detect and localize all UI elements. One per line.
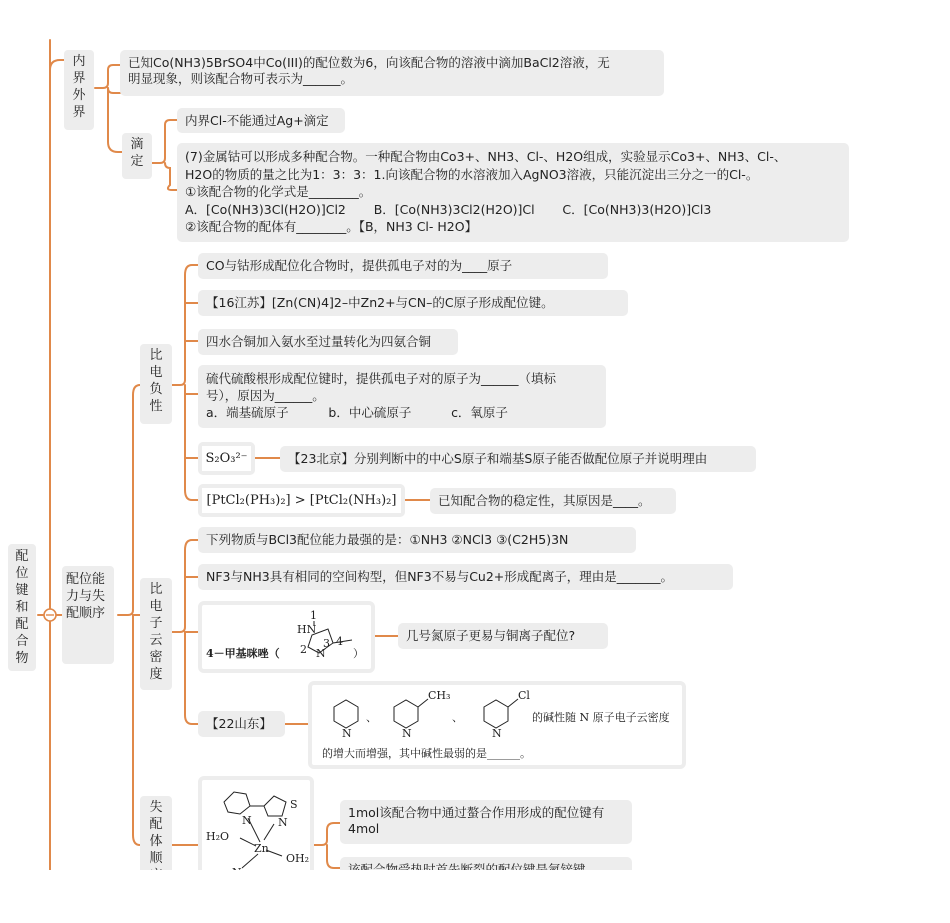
node-en-5[interactable]: 【23北京】分别判断中的中心S原子和端基S原子能否做配位原子并说明理由 [280, 446, 756, 472]
node-en-3[interactable]: 四水合铜加入氨水至过量转化为四氨合铜 [198, 329, 458, 355]
svg-text:、: 、 [366, 711, 377, 724]
topic-titration[interactable]: 滴定 [122, 133, 152, 179]
svg-text:N: N [402, 727, 412, 740]
svg-text:OH₂: OH₂ [286, 852, 310, 865]
svg-text:的增大而增强，其中碱性最弱的是______。: 的增大而增强，其中碱性最弱的是______。 [322, 747, 531, 760]
svg-text:N: N [342, 727, 352, 740]
svg-text:H₂O: H₂O [206, 830, 230, 843]
topic-ability-order[interactable]: 配位能力与失配顺序 [62, 566, 114, 664]
node-ed-4[interactable]: 【22山东】 [198, 711, 285, 737]
svg-text:Cl: Cl [518, 689, 530, 702]
node-en-4[interactable]: 硫代硫酸根形成配位键时，提供孤电子对的原子为______（填标 号），原因为______。 a．端基硫原子 b．中心硫原子 c．氧原子 [198, 365, 606, 428]
svg-text:N: N [316, 647, 326, 660]
node-ed-3[interactable]: 几号氮原子更易与铜离子配位? [398, 623, 608, 649]
node-en-pt-image[interactable] [198, 484, 405, 517]
topic-electron-density[interactable]: 比电子云密度 [140, 578, 172, 690]
node-ed-1[interactable]: 下列物质与BCl3配位能力最强的是：①NH3 ②NCl3 ③(C2H5)3N [198, 527, 636, 553]
pt-formula: [PtCl₂(PH₃)₂] > [PtCl₂(NH₃)₂] [202, 488, 401, 513]
svg-text:3: 3 [323, 637, 330, 650]
svg-text:CH₃: CH₃ [428, 689, 451, 702]
node-en-6[interactable]: 已知配合物的稳定性，其原因是____。 [430, 488, 676, 514]
methylimidazole-structure [202, 605, 371, 669]
topic-ligand-order[interactable]: 失配体顺 [140, 796, 172, 886]
topic-electronegativity[interactable]: 比电负性 [140, 344, 172, 424]
node-titration-1[interactable]: 内界Cl-不能通过Ag+滴定 [177, 108, 345, 133]
node-ed-imidazole-image[interactable] [198, 601, 375, 673]
svg-text:HN: HN [297, 623, 317, 636]
node-inner-outer-question[interactable]: 已知Co(NH3)5BrSO4中Co(III)的配位数为6，向该配合物的溶液中滴加BaCl2溶液，无 明显现象，则该配合物可表示为______。 [120, 50, 664, 96]
svg-text:N: N [242, 814, 252, 827]
node-ed-pyridines-image[interactable] [308, 681, 686, 769]
s2o3-formula: S₂O₃²⁻ [202, 446, 251, 471]
svg-text:Zn: Zn [254, 842, 269, 855]
svg-text:N: N [492, 727, 502, 740]
node-en-2[interactable]: 【16江苏】[Zn(CN)4]2–中Zn2+与CN–的C原子形成配位键。 [198, 290, 628, 316]
svg-text:N: N [278, 816, 288, 829]
canvas-bottom-mask [0, 870, 950, 923]
svg-text:）: ） [353, 647, 364, 660]
svg-text:4: 4 [336, 635, 343, 648]
svg-text:的碱性随 N 原子电子云密度: 的碱性随 N 原子电子云密度 [532, 711, 670, 724]
svg-text:1: 1 [310, 609, 317, 622]
node-lo-1[interactable]: 1mol该配合物中通过螯合作用形成的配位键有 4mol [340, 800, 632, 844]
svg-text:S: S [290, 798, 298, 811]
zinc-complex-structure [202, 780, 310, 882]
node-ed-2[interactable]: NF3与NH3具有相同的空间构型，但NF3不易与Cu2+形成配离子，理由是_______。 [198, 564, 733, 590]
node-en-1[interactable]: CO与钴形成配位化合物时，提供孤电子对的为____原子 [198, 253, 608, 279]
node-en-s2o3-image[interactable] [198, 442, 255, 475]
topic-inner-outer[interactable]: 内界外界 [64, 50, 94, 130]
svg-text:4－甲基咪唑（: 4－甲基咪唑（ [206, 647, 280, 660]
pyridines-structure [312, 685, 682, 765]
svg-text:2: 2 [300, 643, 307, 656]
svg-text:、: 、 [452, 711, 463, 724]
root-topic[interactable]: 配位键和配合物 [8, 544, 36, 671]
node-titration-2[interactable]: (7)金属钴可以形成多种配合物。一种配合物由Co3+、NH3、Cl-、H2O组成，实验显示Co3+、NH3、Cl-、 H2O的物质的量之比为1：3：3：1.向该配合物的水溶液加入AgNO3溶液，只能沉淀出三分之一的Cl-。 ①该配合物的化学式是________。 A．[Co(NH3)3Cl(H2O)]Cl2 B．[Co(NH3)3Cl2(H2O)]Cl C．[Co(NH3)3(H2O)]Cl3 ②该配合物的配体有________。【B，NH3 Cl- H2O】 [177, 143, 849, 242]
